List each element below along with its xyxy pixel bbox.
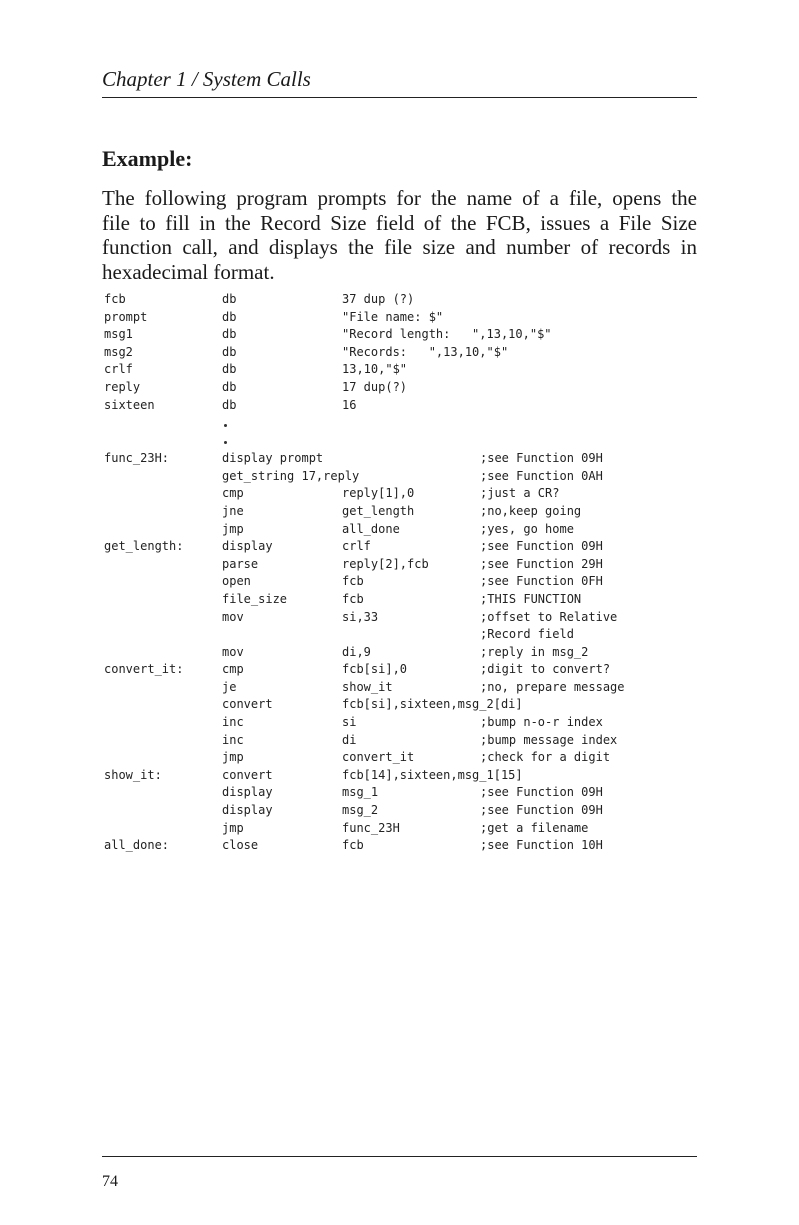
intro-line: hexadecimal format.	[102, 259, 275, 284]
code-comment: ;Record field	[480, 627, 574, 642]
code-operand: si	[342, 715, 357, 730]
code-comment: ;no,keep going	[480, 503, 582, 518]
code-label: prompt	[104, 309, 148, 324]
code-comment: ;see Function 09H	[480, 785, 603, 800]
code-label: all_done:	[104, 838, 170, 853]
code-op: jmp	[222, 521, 244, 536]
code-line	[104, 539, 724, 557]
code-line	[104, 486, 724, 504]
code-op: db	[222, 309, 237, 324]
ellipsis-dot	[224, 441, 227, 444]
code-op: close	[222, 838, 259, 853]
code-op: display	[222, 785, 273, 800]
code-line	[104, 680, 724, 698]
code-comment: ;reply in msg_2	[480, 644, 589, 659]
code-operand: msg_2	[342, 803, 379, 818]
code-op: db	[222, 397, 237, 412]
code-line	[104, 292, 724, 310]
code-op: db	[222, 344, 237, 359]
code-op: inc	[222, 715, 244, 730]
code-operand: fcb	[342, 574, 364, 589]
code-operand: "Records: ",13,10,"$"	[342, 344, 509, 359]
code-comment: ;just a CR?	[480, 486, 560, 501]
code-operand: di,9	[342, 644, 371, 659]
code-line	[104, 362, 724, 380]
code-comment: ;see Function 0FH	[480, 574, 603, 589]
code-line	[104, 662, 724, 680]
code-comment: ;see Function 09H	[480, 803, 603, 818]
code-op: jmp	[222, 820, 244, 835]
code-line	[104, 557, 724, 575]
code-line	[104, 451, 724, 469]
code-op: mov	[222, 609, 244, 624]
intro-line: The following program prompts for the name of a file, opens the	[102, 186, 697, 210]
code-comment: ;see Function 0AH	[480, 468, 603, 483]
code-operand: "Record length: ",13,10,"$"	[342, 327, 552, 342]
intro-line: file to fill in the Record Size field of the FCB, issues a File Size	[102, 210, 697, 235]
code-op: je	[222, 679, 237, 694]
code-comment: ;digit to convert?	[480, 662, 611, 677]
code-op: display prompt	[222, 451, 324, 466]
code-label: reply	[104, 379, 141, 394]
code-line	[104, 310, 724, 328]
code-label: crlf	[104, 362, 133, 377]
code-line	[104, 821, 724, 839]
ellipsis-dot	[224, 424, 227, 427]
code-operand: "File name: $"	[342, 309, 444, 324]
page-number: 74	[102, 1173, 118, 1190]
code-op: open	[222, 574, 251, 589]
code-comment: ;see Function 09H	[480, 539, 603, 554]
code-op: mov	[222, 644, 244, 659]
code-label: sixteen	[104, 397, 155, 412]
code-line	[104, 733, 724, 751]
footer-rule	[102, 1156, 697, 1157]
code-comment: ;see Function 29H	[480, 556, 603, 571]
code-line	[104, 469, 724, 487]
code-line	[104, 345, 724, 363]
code-operand: 13,10,"$"	[342, 362, 408, 377]
code-operand: convert_it	[342, 750, 415, 765]
code-line	[104, 504, 724, 522]
code-comment: ;check for a digit	[480, 750, 611, 765]
code-line	[104, 768, 724, 786]
code-operand: 17 dup(?)	[342, 379, 408, 394]
code-op: db	[222, 292, 237, 306]
code-comment: ;bump n-o-r index	[480, 715, 603, 730]
code-op: convert	[222, 767, 273, 782]
code-operand: crlf	[342, 539, 371, 554]
code-line	[104, 380, 724, 398]
code-comment: ;offset to Relative	[480, 609, 618, 624]
code-op: inc	[222, 732, 244, 747]
code-line	[104, 838, 724, 856]
code-operand: 37 dup (?)	[342, 292, 415, 306]
code-line	[104, 715, 724, 733]
code-line	[104, 610, 724, 628]
code-operand: 16	[342, 397, 357, 412]
code-operand: show_it	[342, 679, 393, 694]
chapter-header: Chapter 1 / System Calls	[102, 67, 311, 91]
code-op: cmp	[222, 662, 244, 677]
code-operand: fcb[si],0	[342, 662, 408, 677]
code-line	[104, 592, 724, 610]
code-op: db	[222, 379, 237, 394]
intro-paragraph	[102, 186, 697, 284]
code-comment: ;bump message index	[480, 732, 618, 747]
code-label: msg2	[104, 344, 133, 359]
code-operand: si,33	[342, 609, 379, 624]
code-label: msg1	[104, 327, 133, 342]
code-label: func_23H:	[104, 451, 170, 466]
code-line	[104, 785, 724, 803]
code-listing	[104, 292, 724, 856]
code-op: db	[222, 362, 237, 377]
code-line	[104, 398, 724, 416]
code-line	[104, 522, 724, 540]
code-op: jmp	[222, 750, 244, 765]
code-label: show_it:	[104, 767, 162, 782]
code-operand: fcb[14],sixteen,msg_1[15]	[342, 767, 523, 782]
code-comment: ;no, prepare message	[480, 679, 625, 694]
code-comment: ;get a filename	[480, 820, 589, 835]
code-op: cmp	[222, 486, 244, 501]
section-heading: Example:	[102, 146, 193, 171]
code-line	[104, 645, 724, 663]
code-line	[104, 327, 724, 345]
code-op: parse	[222, 556, 259, 571]
code-operand: func_23H	[342, 820, 400, 835]
code-label: convert_it:	[104, 662, 184, 677]
code-op: file_size	[222, 591, 288, 606]
code-op: db	[222, 327, 237, 342]
code-operand: get_length	[342, 503, 415, 518]
code-operand: di	[342, 732, 357, 747]
code-operand: msg_1	[342, 785, 379, 800]
header-rule	[102, 97, 697, 98]
code-op: jne	[222, 503, 244, 518]
code-operand: reply[2],fcb	[342, 556, 429, 571]
code-op: display	[222, 803, 273, 818]
code-op: display	[222, 539, 273, 554]
code-comment: ;yes, go home	[480, 521, 574, 536]
code-line	[104, 750, 724, 768]
code-line	[104, 574, 724, 592]
intro-line: function call, and displays the file size and number of records in	[102, 235, 697, 259]
code-operand: fcb	[342, 838, 364, 853]
code-comment: ;see Function 09H	[480, 451, 603, 466]
code-line	[104, 627, 724, 645]
code-operand: all_done	[342, 521, 400, 536]
code-line	[104, 803, 724, 821]
code-op: convert	[222, 697, 273, 712]
code-label: fcb	[104, 292, 126, 306]
code-operand: reply[1],0	[342, 486, 415, 501]
code-label: get_length:	[104, 539, 184, 554]
code-op: get_string 17,reply	[222, 468, 360, 483]
code-line	[104, 697, 724, 715]
code-operand: fcb[si],sixteen,msg_2[di]	[342, 697, 523, 712]
code-operand: fcb	[342, 591, 364, 606]
ellipsis-gap	[104, 415, 724, 451]
code-comment: ;see Function 10H	[480, 838, 603, 853]
code-comment: ;THIS FUNCTION	[480, 591, 582, 606]
